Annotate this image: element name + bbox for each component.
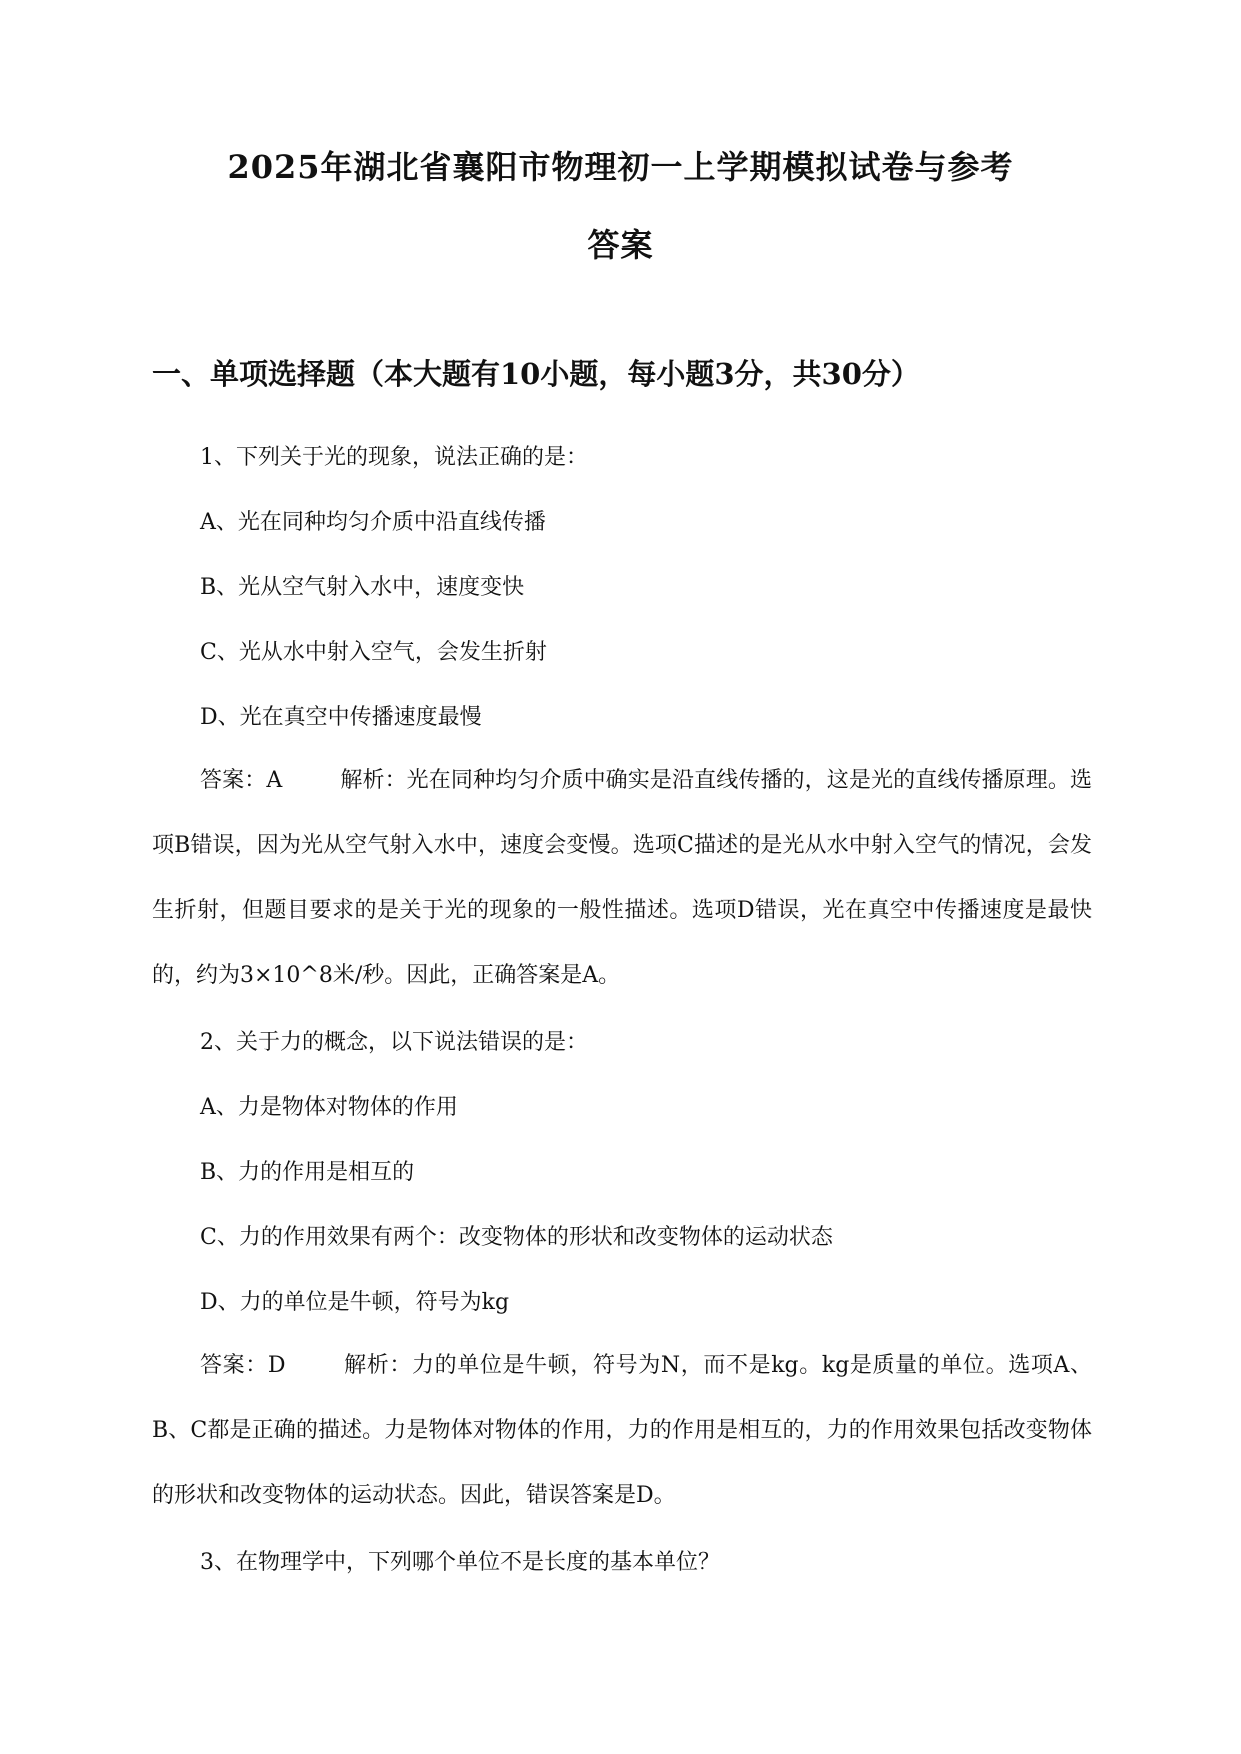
question-1-stem: 1、下列关于光的现象，说法正确的是：: [200, 445, 588, 470]
question-2-option-b: B、力的作用是相互的: [200, 1160, 415, 1185]
question-2-option-d: D、力的单位是牛顿，符号为kg: [200, 1290, 510, 1315]
question-3-stem: 3、在物理学中，下列哪个单位不是长度的基本单位？: [200, 1550, 720, 1575]
section-heading-single-choice: 一、单项选择题（本大题有10小题，每小题3分，共30分）: [152, 357, 920, 391]
question-2-stem: 2、关于力的概念，以下说法错误的是：: [200, 1030, 588, 1055]
question-2-analysis: 解析：力的单位是牛顿，符号为N，而不是kg。kg是质量的单位。选项A、B、C都是正确的描述。力是物体对物体的作用，力的作用是相互的，力的作用效果包括改变物体的形状和改变物体的运动状态。因此，错误答案是D。: [152, 1353, 1093, 1508]
question-1-option-c: C、光从水中射入空气，会发生折射: [200, 640, 547, 665]
question-1-option-b: B、光从空气射入水中，速度变快: [200, 575, 525, 600]
question-1-answer: 答案：A: [200, 768, 283, 793]
question-2-answer: 答案：D: [200, 1353, 286, 1378]
question-1-option-a: A、光在同种均匀介质中沿直线传播: [200, 510, 546, 535]
question-1-option-d: D、光在真空中传播速度最慢: [200, 705, 482, 730]
question-2-option-c: C、力的作用效果有两个：改变物体的形状和改变物体的运动状态: [200, 1225, 833, 1250]
question-2-option-a: A、力是物体对物体的作用: [200, 1095, 458, 1120]
document-title-line-1: 2025年湖北省襄阳市物理初一上学期模拟试卷与参考: [227, 148, 1014, 186]
question-2-answer-analysis: [152, 1333, 1092, 1528]
question-1-answer-analysis: [152, 748, 1092, 1008]
document-title-line-2: 答案: [587, 226, 654, 264]
question-1-analysis: 解析：光在同种均匀介质中确实是沿直线传播的，这是光的直线传播原理。选项B错误，因为光从空气射入水中，速度会变慢。选项C描述的是光从水中射入空气的情况，会发生折射，但题目要求的是关于光的现象的一般性描述。选项D错误，光在真空中传播速度是最快的，约为3×10^8米/秒。因此，正确答案是A。: [152, 768, 1092, 988]
